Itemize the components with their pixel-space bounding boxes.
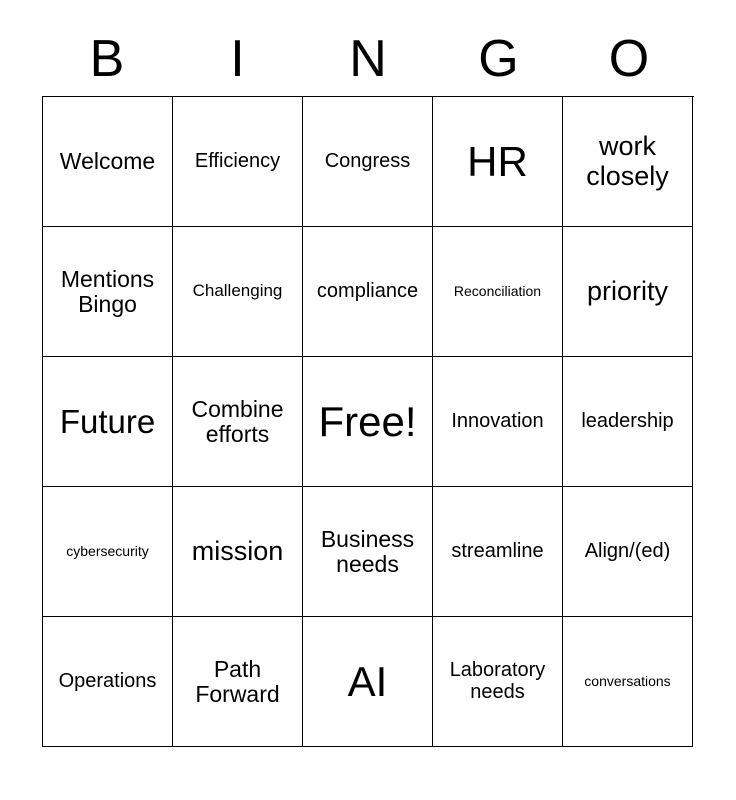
bingo-cell-label: Innovation bbox=[451, 409, 544, 432]
bingo-cell-label: Mentions Bingo bbox=[60, 265, 155, 317]
bingo-grid bbox=[42, 96, 694, 747]
bingo-row bbox=[43, 97, 694, 227]
bingo-cell-label: leadership bbox=[581, 409, 674, 432]
bingo-cell[interactable] bbox=[433, 227, 563, 357]
bingo-cell[interactable] bbox=[173, 617, 303, 747]
bingo-row bbox=[43, 227, 694, 357]
bingo-cell[interactable] bbox=[303, 97, 433, 227]
bingo-cell[interactable] bbox=[303, 487, 433, 617]
bingo-cell-label: priority bbox=[586, 275, 668, 306]
bingo-cell[interactable] bbox=[43, 487, 173, 617]
bingo-cell-label: Path Forward bbox=[195, 655, 280, 707]
bingo-cell[interactable] bbox=[173, 357, 303, 487]
bingo-row bbox=[43, 357, 694, 487]
bingo-cell-label: Combine efforts bbox=[191, 395, 284, 447]
bingo-cell[interactable] bbox=[433, 97, 563, 227]
bingo-cell-label: work closely bbox=[586, 131, 669, 191]
bingo-cell-label: Operations bbox=[58, 669, 157, 692]
header-letter-b: B bbox=[89, 30, 125, 88]
bingo-cell[interactable] bbox=[433, 487, 563, 617]
bingo-header bbox=[42, 28, 694, 90]
bingo-cell-label: Future bbox=[59, 402, 156, 440]
bingo-cell-label: AI bbox=[347, 657, 388, 705]
bingo-cell[interactable] bbox=[43, 357, 173, 487]
bingo-cell-label: Free! bbox=[318, 397, 417, 445]
bingo-cell[interactable] bbox=[563, 227, 693, 357]
bingo-cell-label: HR bbox=[467, 137, 528, 185]
bingo-row bbox=[43, 617, 694, 747]
bingo-cell-label: streamline bbox=[451, 539, 544, 562]
bingo-cell[interactable] bbox=[173, 227, 303, 357]
bingo-cell-label: Efficiency bbox=[194, 149, 281, 172]
bingo-cell[interactable] bbox=[173, 487, 303, 617]
bingo-cell-label: mission bbox=[191, 535, 284, 566]
bingo-cell-label: Challenging bbox=[192, 281, 283, 301]
bingo-cell-free[interactable] bbox=[303, 357, 433, 487]
bingo-cell[interactable] bbox=[43, 97, 173, 227]
bingo-cell[interactable] bbox=[173, 97, 303, 227]
header-letter-g: G bbox=[478, 30, 519, 88]
bingo-cell-label: Business needs bbox=[320, 525, 415, 577]
bingo-cell[interactable] bbox=[563, 357, 693, 487]
bingo-cell-label: Align/(ed) bbox=[584, 539, 671, 562]
bingo-cell[interactable] bbox=[563, 487, 693, 617]
bingo-cell[interactable] bbox=[43, 227, 173, 357]
bingo-cell[interactable] bbox=[433, 617, 563, 747]
bingo-cell-label: cybersecurity bbox=[66, 542, 149, 559]
bingo-cell[interactable] bbox=[563, 97, 693, 227]
bingo-cell-label: Welcome bbox=[59, 148, 156, 175]
bingo-cell[interactable] bbox=[563, 617, 693, 747]
bingo-row bbox=[43, 487, 694, 617]
bingo-cell-label: Laboratory needs bbox=[449, 658, 546, 703]
bingo-cell[interactable] bbox=[303, 617, 433, 747]
bingo-cell-label: Congress bbox=[324, 149, 411, 172]
bingo-cell-label: compliance bbox=[316, 279, 419, 302]
bingo-cell[interactable] bbox=[43, 617, 173, 747]
header-letter-n: N bbox=[349, 30, 387, 88]
bingo-cell[interactable] bbox=[303, 227, 433, 357]
bingo-cell[interactable] bbox=[433, 357, 563, 487]
header-letter-i: I bbox=[230, 30, 245, 88]
header-letter-o: O bbox=[608, 30, 650, 88]
bingo-cell-label: Reconciliation bbox=[453, 282, 542, 299]
bingo-cell-label: conversations bbox=[584, 672, 671, 689]
